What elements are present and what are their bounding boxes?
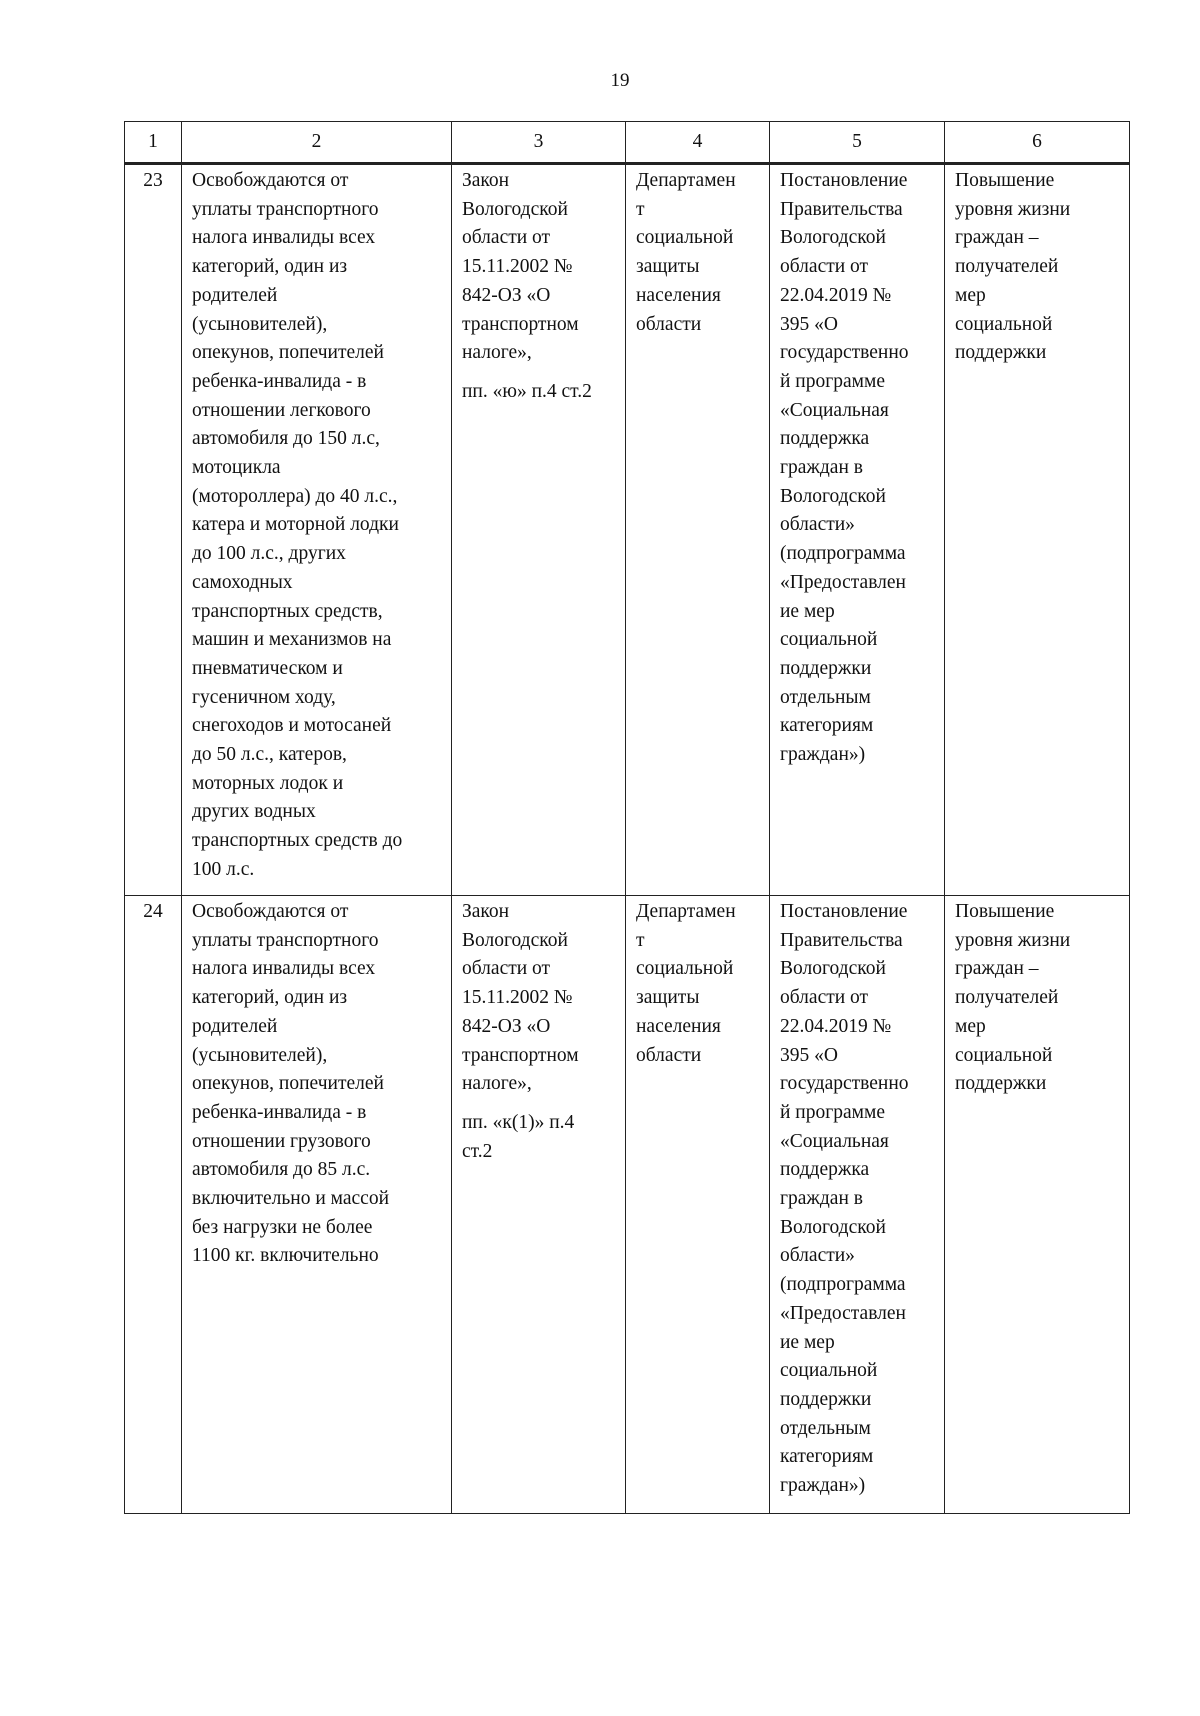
page-number: 19 xyxy=(610,70,630,91)
program-goal: Повышение уровня жизни граждан – получателей мер социальной поддержки xyxy=(945,164,1130,896)
state-program: Постановление Правительства Вологодской области от 22.04.2019 № 395 «О государственно й программе «Социальная поддержка граждан в Вологодской области» (подпрограмма «Предоставлен ие мер социальной поддержки отдельным категориям граждан») xyxy=(770,164,945,896)
column-header: 2 xyxy=(182,122,452,164)
benefit-description: Освобождаются от уплаты транспортного налога инвалиды всех категорий, один из родителей (усыновителей), опекунов, попечителей ребенка-инвалида - в отношении легкового автомобиля до 150 л.с, мотоцикла (мотороллера) до 40 л.с., катера и моторной лодки до 100 л.с., других самоходных транспортных средств, машин и механизмов на пневматическом и гусеничном ходу, снегоходов и мотосаней до 50 л.с., катеров, моторных лодок и других водных транспортных средств до 100 л.с. xyxy=(182,164,452,896)
column-header: 6 xyxy=(945,122,1130,164)
law-reference: Закон Вологодской области от 15.11.2002 № 842-ОЗ «О транспортном налоге», xyxy=(462,901,579,1095)
law-cell xyxy=(452,164,626,896)
table-header-row xyxy=(125,122,1130,164)
responsible-department: Департамен т социальной защиты населения области xyxy=(626,164,770,896)
column-header: 5 xyxy=(770,122,945,164)
responsible-department: Департамен т социальной защиты населения области xyxy=(626,896,770,1514)
law-clause: пп. «ю» п.4 ст.2 xyxy=(462,380,592,402)
law-cell xyxy=(452,896,626,1514)
column-header: 1 xyxy=(125,122,182,164)
benefits-table xyxy=(124,121,1130,1514)
row-number: 23 xyxy=(125,164,182,896)
column-header: 4 xyxy=(626,122,770,164)
benefit-description: Освобождаются от уплаты транспортного налога инвалиды всех категорий, один из родителей (усыновителей), опекунов, попечителей ребенка-инвалида - в отношении грузового автомобиля до 85 л.с. включительно и массой без нагрузки не более 1100 кг. включительно xyxy=(182,896,452,1514)
column-header: 3 xyxy=(452,122,626,164)
law-reference: Закон Вологодской области от 15.11.2002 № 842-ОЗ «О транспортном налоге», xyxy=(462,170,579,364)
table-row xyxy=(125,896,1130,1514)
row-number: 24 xyxy=(125,896,182,1514)
table-row xyxy=(125,164,1130,896)
program-goal: Повышение уровня жизни граждан – получателей мер социальной поддержки xyxy=(945,896,1130,1514)
state-program: Постановление Правительства Вологодской области от 22.04.2019 № 395 «О государственно й программе «Социальная поддержка граждан в Вологодской области» (подпрограмма «Предоставлен ие мер социальной поддержки отдельным категориям граждан») xyxy=(770,896,945,1514)
law-clause: пп. «к(1)» п.4 ст.2 xyxy=(462,1111,575,1162)
